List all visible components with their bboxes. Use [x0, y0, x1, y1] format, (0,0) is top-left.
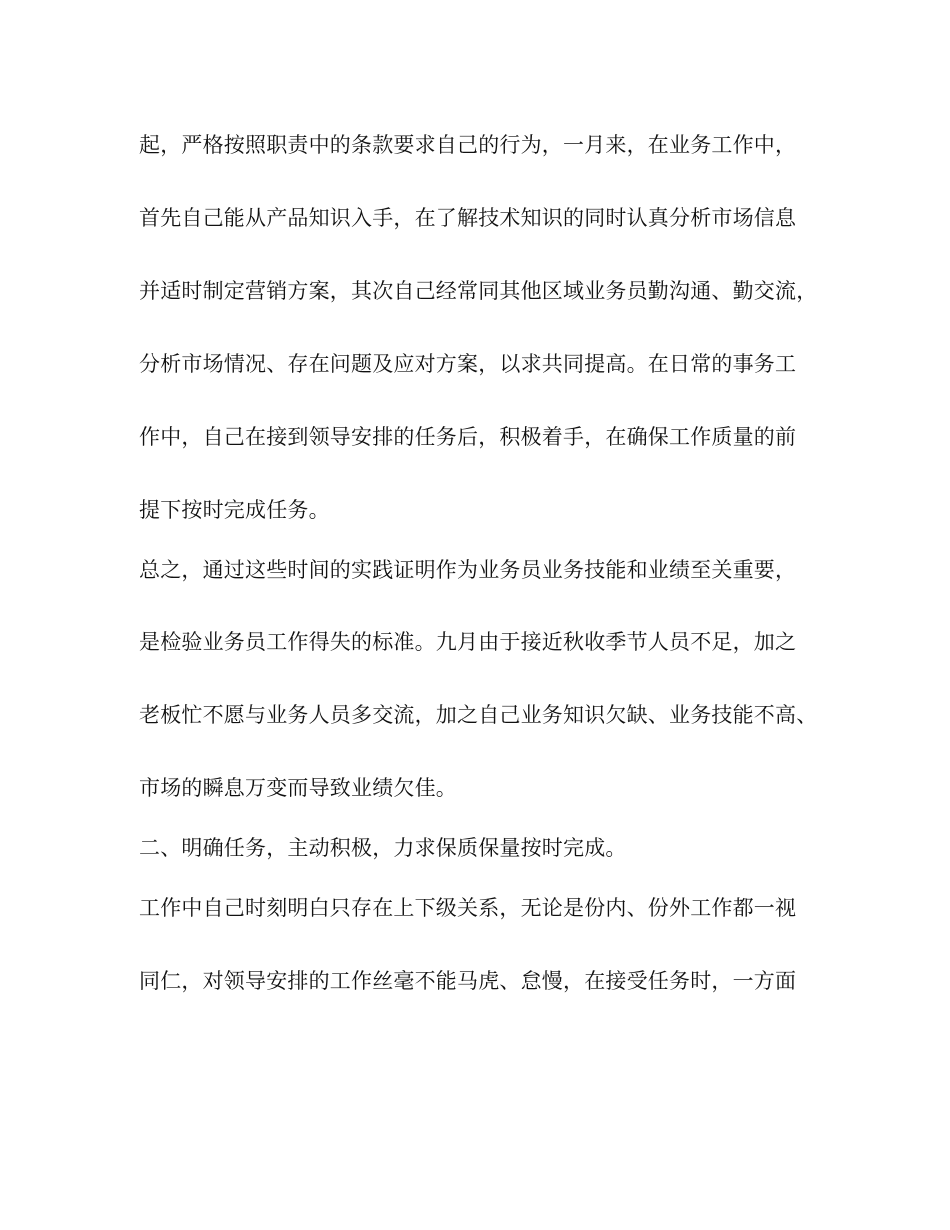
text-line: 分析市场情况、存在问题及应对方案，以求共同提高。在日常的事务工 [139, 352, 797, 376]
text-line: 起，严格按照职责中的条款要求自己的行为，一月来，在业务工作中， [139, 133, 797, 157]
text-line: 是检验业务员工作得失的标准。九月由于接近秋收季节人员不足，加之 [139, 630, 797, 654]
text-line: 总之，通过这些时间的实践证明作为业务员业务技能和业绩至关重要， [139, 558, 797, 582]
text-line: 市场的瞬息万变而导致业绩欠佳。 [139, 776, 457, 800]
text-line: 同仁，对领导安排的工作丝毫不能马虎、怠慢，在接受任务时，一方面 [139, 969, 797, 993]
text-line: 作中，自己在接到领导安排的任务后，积极着手，在确保工作质量的前 [139, 425, 797, 449]
text-line: 提下按时完成任务。 [139, 498, 330, 522]
text-line: 并适时制定营销方案，其次自己经常同其他区域业务员勤沟通、勤交流， [139, 279, 818, 303]
text-line: 老板忙不愿与业务人员多交流，加之自己业务知识欠缺、业务技能不高、 [139, 703, 818, 727]
section-heading: 二、明确任务，主动积极，力求保质保量按时完成。 [139, 836, 627, 860]
text-line: 工作中自己时刻明白只存在上下级关系，无论是份内、份外工作都一视 [139, 896, 797, 920]
text-line: 首先自己能从产品知识入手，在了解技术知识的同时认真分析市场信息 [139, 206, 797, 230]
